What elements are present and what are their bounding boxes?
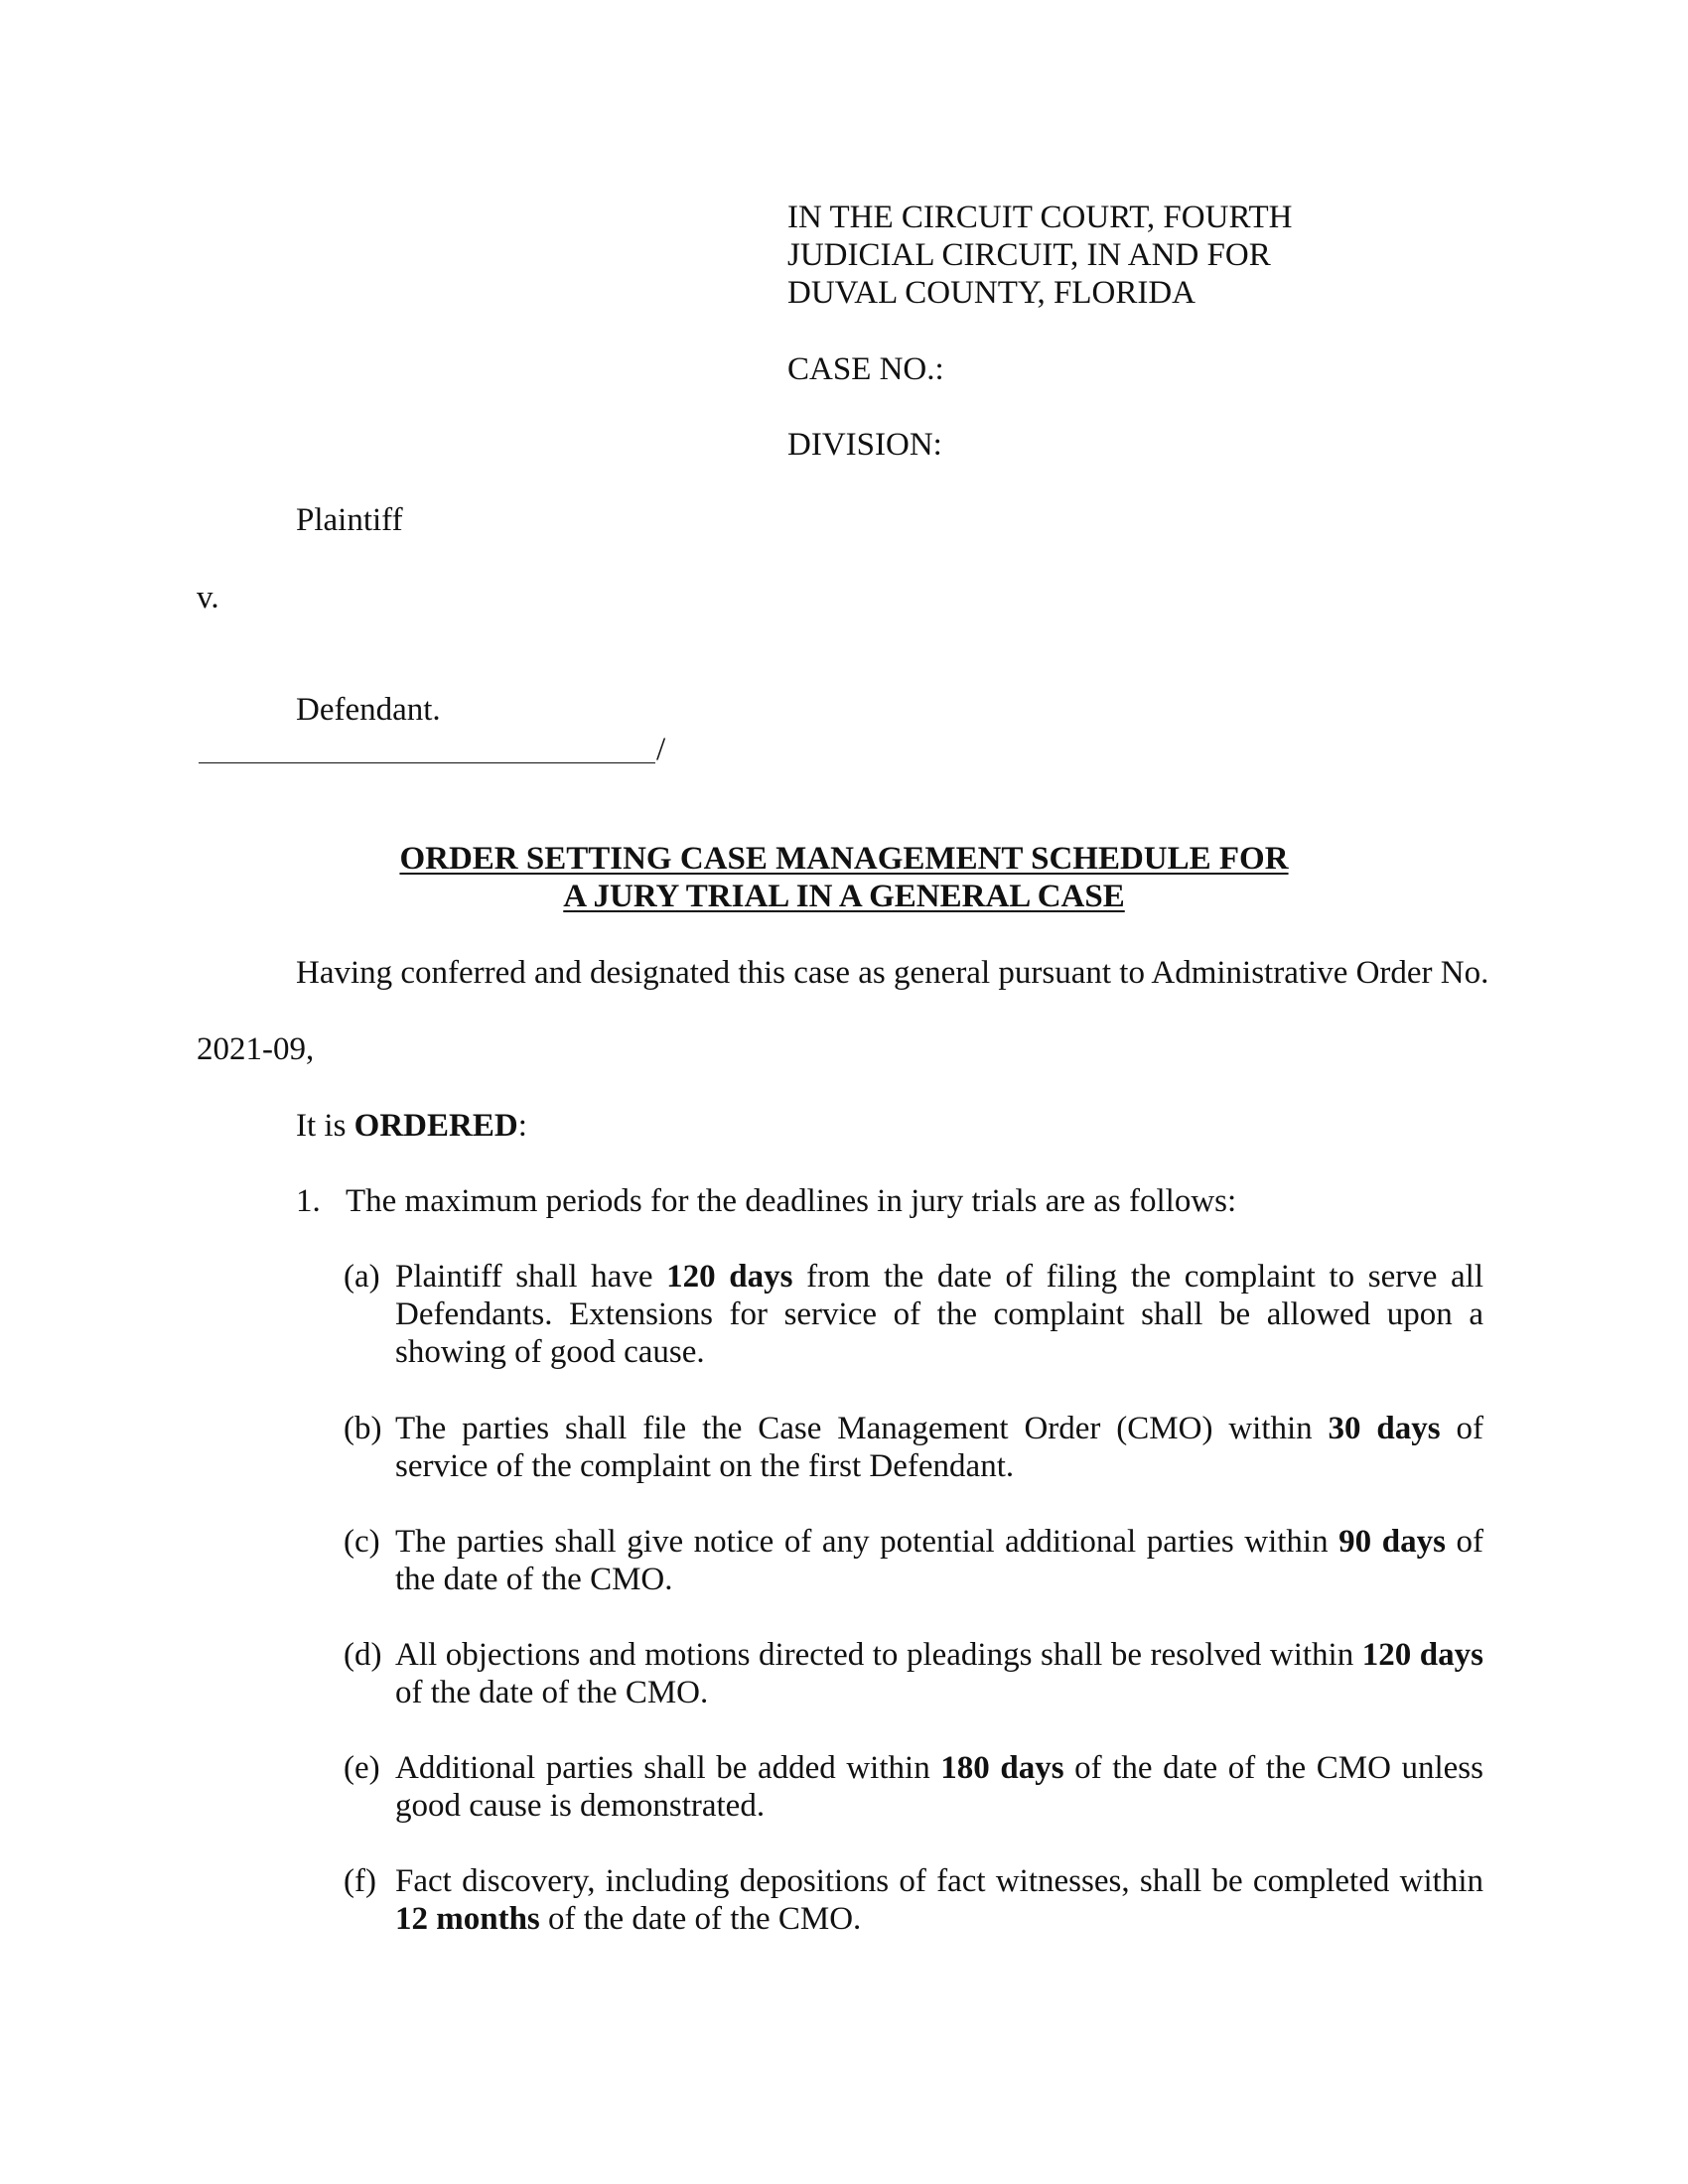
division-label: DIVISION:: [787, 427, 942, 463]
deadline-text-after: of the date of the CMO.: [395, 1524, 1483, 1597]
deadline-text-after: of service of the complaint on the first Defendant.: [395, 1411, 1483, 1484]
deadline-text-after: of the date of the CMO.: [395, 1675, 709, 1710]
deadline-text-before: Plaintiff shall have: [395, 1259, 667, 1295]
deadline-text-after: of the date of the CMO unless good cause is demonstrated.: [395, 1750, 1483, 1824]
deadline-text: [395, 1862, 1483, 1938]
order-title-line-2: A JURY TRIAL IN A GENERAL CASE: [563, 879, 1125, 914]
deadline-item-a: [344, 1258, 1483, 1371]
deadline-item-f: [344, 1862, 1483, 1938]
numbered-item: [296, 1182, 1236, 1220]
plaintiff-label: Plaintiff: [296, 502, 403, 538]
deadline-text: [395, 1258, 1483, 1371]
caption-divider-line: [199, 762, 655, 763]
defendant-label: Defendant.: [296, 692, 441, 728]
deadline-text-before: Fact discovery, including depositions of fact witnesses, shall be completed within: [395, 1863, 1483, 1899]
deadline-text: [395, 1523, 1483, 1598]
case-number-label: CASE NO.:: [787, 351, 944, 387]
deadline-period: 120 days: [1361, 1637, 1483, 1673]
order-title-line-1: ORDER SETTING CASE MANAGEMENT SCHEDULE FOR: [399, 841, 1289, 877]
order-title: [199, 840, 1489, 915]
ordered-statement: [296, 1107, 527, 1145]
deadline-period: 120 days: [666, 1259, 793, 1295]
deadline-letter: (f): [344, 1863, 376, 1899]
court-line: IN THE CIRCUIT COURT, FOURTH: [787, 200, 1293, 235]
preamble-line-2: 2021-09,: [197, 1031, 315, 1067]
deadline-item-e: [344, 1749, 1483, 1825]
caption-slash: /: [656, 732, 666, 767]
deadline-text: [395, 1410, 1483, 1485]
deadline-letter: (b): [344, 1411, 382, 1446]
deadline-text-before: All objections and motions directed to pleadings shall be resolved within: [395, 1637, 1362, 1673]
deadline-text-before: Additional parties shall be added within: [395, 1750, 941, 1786]
court-line: DUVAL COUNTY, FLORIDA: [787, 275, 1196, 311]
deadline-text-after: of the date of the CMO.: [539, 1901, 862, 1937]
deadline-period: 30 days: [1328, 1411, 1441, 1446]
ordered-suffix: :: [517, 1108, 527, 1144]
deadline-text-before: The parties shall file the Case Management Order (CMO) within: [395, 1411, 1329, 1446]
versus-label: v.: [197, 580, 219, 615]
deadline-item-b: [344, 1410, 1483, 1485]
deadline-period: 180 days: [940, 1750, 1064, 1786]
ordered-prefix: It is: [296, 1108, 354, 1144]
preamble-line-1: Having conferred and designated this case as general pursuant to Administrative Order No.: [296, 955, 1489, 991]
court-line: JUDICIAL CIRCUIT, IN AND FOR: [787, 237, 1271, 273]
deadline-letter: (a): [344, 1259, 380, 1295]
deadline-item-c: [344, 1523, 1483, 1598]
deadline-period: 90 days: [1338, 1524, 1446, 1560]
deadline-text-after: from the date of filing the complaint to serve all Defendants. Extensions for service of the complaint shall be allowed upon a showing of good cause.: [395, 1259, 1483, 1370]
court-caption: [787, 199, 1482, 312]
deadline-item-d: [344, 1636, 1483, 1711]
deadline-text-before: The parties shall give notice of any potential additional parties within: [395, 1524, 1339, 1560]
deadline-letter: (c): [344, 1524, 380, 1560]
deadline-text: [395, 1636, 1483, 1711]
ordered-word: ORDERED: [353, 1108, 518, 1144]
deadline-letter: (e): [344, 1750, 380, 1786]
item-text: The maximum periods for the deadlines in jury trials are as follows:: [346, 1183, 1237, 1219]
item-number: 1.: [296, 1183, 321, 1219]
deadline-letter: (d): [344, 1637, 382, 1673]
deadline-text: [395, 1749, 1483, 1825]
deadline-period: 12 months: [395, 1901, 540, 1937]
